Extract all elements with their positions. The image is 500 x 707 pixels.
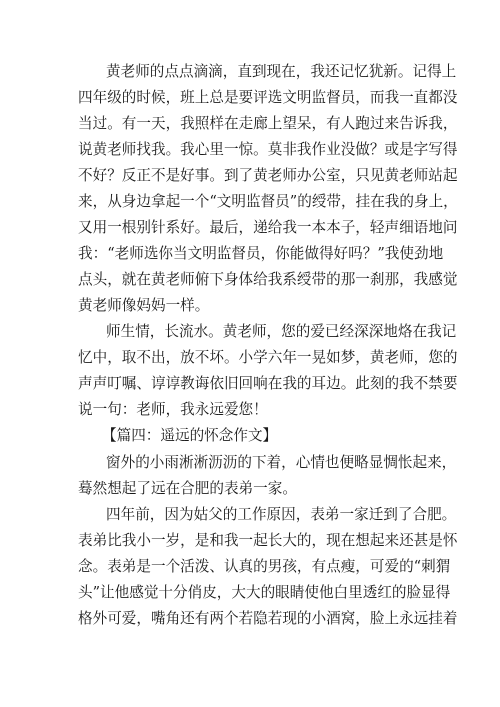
- paragraph-2-line-2: 忆中，取不出，放不坏。小学六年一晃如梦，黄老师，您的: [78, 349, 458, 366]
- paragraph-4-line-2: 表弟比我小一岁，是和我一起长大的，现在想起来还甚是怀: [78, 532, 458, 549]
- section-heading: 【篇四：遥远的怀念作文】: [102, 427, 278, 444]
- paragraph-1-line-6: 来，从身边拿起一个“文明监督员”的绶带，挂在我的身上，: [78, 193, 458, 210]
- paragraph-1-line-9: 点头，就在黄老师俯下身体给我系绶带的那一刹那，我感觉: [78, 271, 458, 288]
- paragraph-1-line-8: 我：“老师选你当文明监督员，你能做得好吗？”我使劲地: [78, 245, 444, 262]
- paragraph-1-line-5: 不好？反正不是好事。到了黄老师办公室，只见黄老师站起: [78, 167, 458, 184]
- paragraph-1-line-3: 当过。有一天，我照样在走廊上望呆，有人跑过来告诉我，: [78, 115, 458, 132]
- paragraph-4-line-1: 四年前，因为姑父的工作原因，表弟一家迁到了合肥。: [106, 506, 457, 523]
- paragraph-2-line-4: 说一句：老师，我永远爱您！: [78, 401, 268, 418]
- paragraph-3-line-2: 蓦然想起了远在合肥的表弟一家。: [78, 480, 297, 497]
- paragraph-2-line-1: 师生情，长流水。黄老师，您的爱已经深深地烙在我记: [106, 323, 457, 340]
- paragraph-4-line-5: 格外可爱，嘴角还有两个若隐若现的小酒窝，脸上永远挂着: [78, 610, 458, 627]
- paragraph-3-line-1: 窗外的小雨淅淅沥沥的下着，心情也便略显惆怅起来，: [106, 454, 457, 471]
- paragraph-4-line-4: 头”让他感觉十分俏皮，大大的眼睛使他白里透红的脸显得: [78, 584, 451, 601]
- paragraph-1-line-1: 黄老师的点点滴滴，直到现在，我还记忆犹新。记得上: [106, 63, 457, 80]
- paragraph-1-line-7: 又用一根别针系好。最后，递给我一本本子，轻声细语地问: [78, 219, 458, 236]
- paragraph-4-line-3: 念。表弟是一个活泼、认真的男孩，有点瘦，可爱的“刺猬: [78, 558, 451, 575]
- paragraph-1-line-10: 黄老师像妈妈一样。: [78, 297, 210, 314]
- paragraph-1-line-2: 四年级的时候，班上总是要评选文明监督员，而我一直都没: [78, 89, 458, 106]
- paragraph-2-line-3: 声声叮嘱、谆谆教诲依旧回响在我的耳边。此刻的我不禁要: [78, 375, 458, 392]
- paragraph-1-line-4: 说黄老师找我。我心里一惊。莫非我作业没做？或是字写得: [78, 141, 458, 158]
